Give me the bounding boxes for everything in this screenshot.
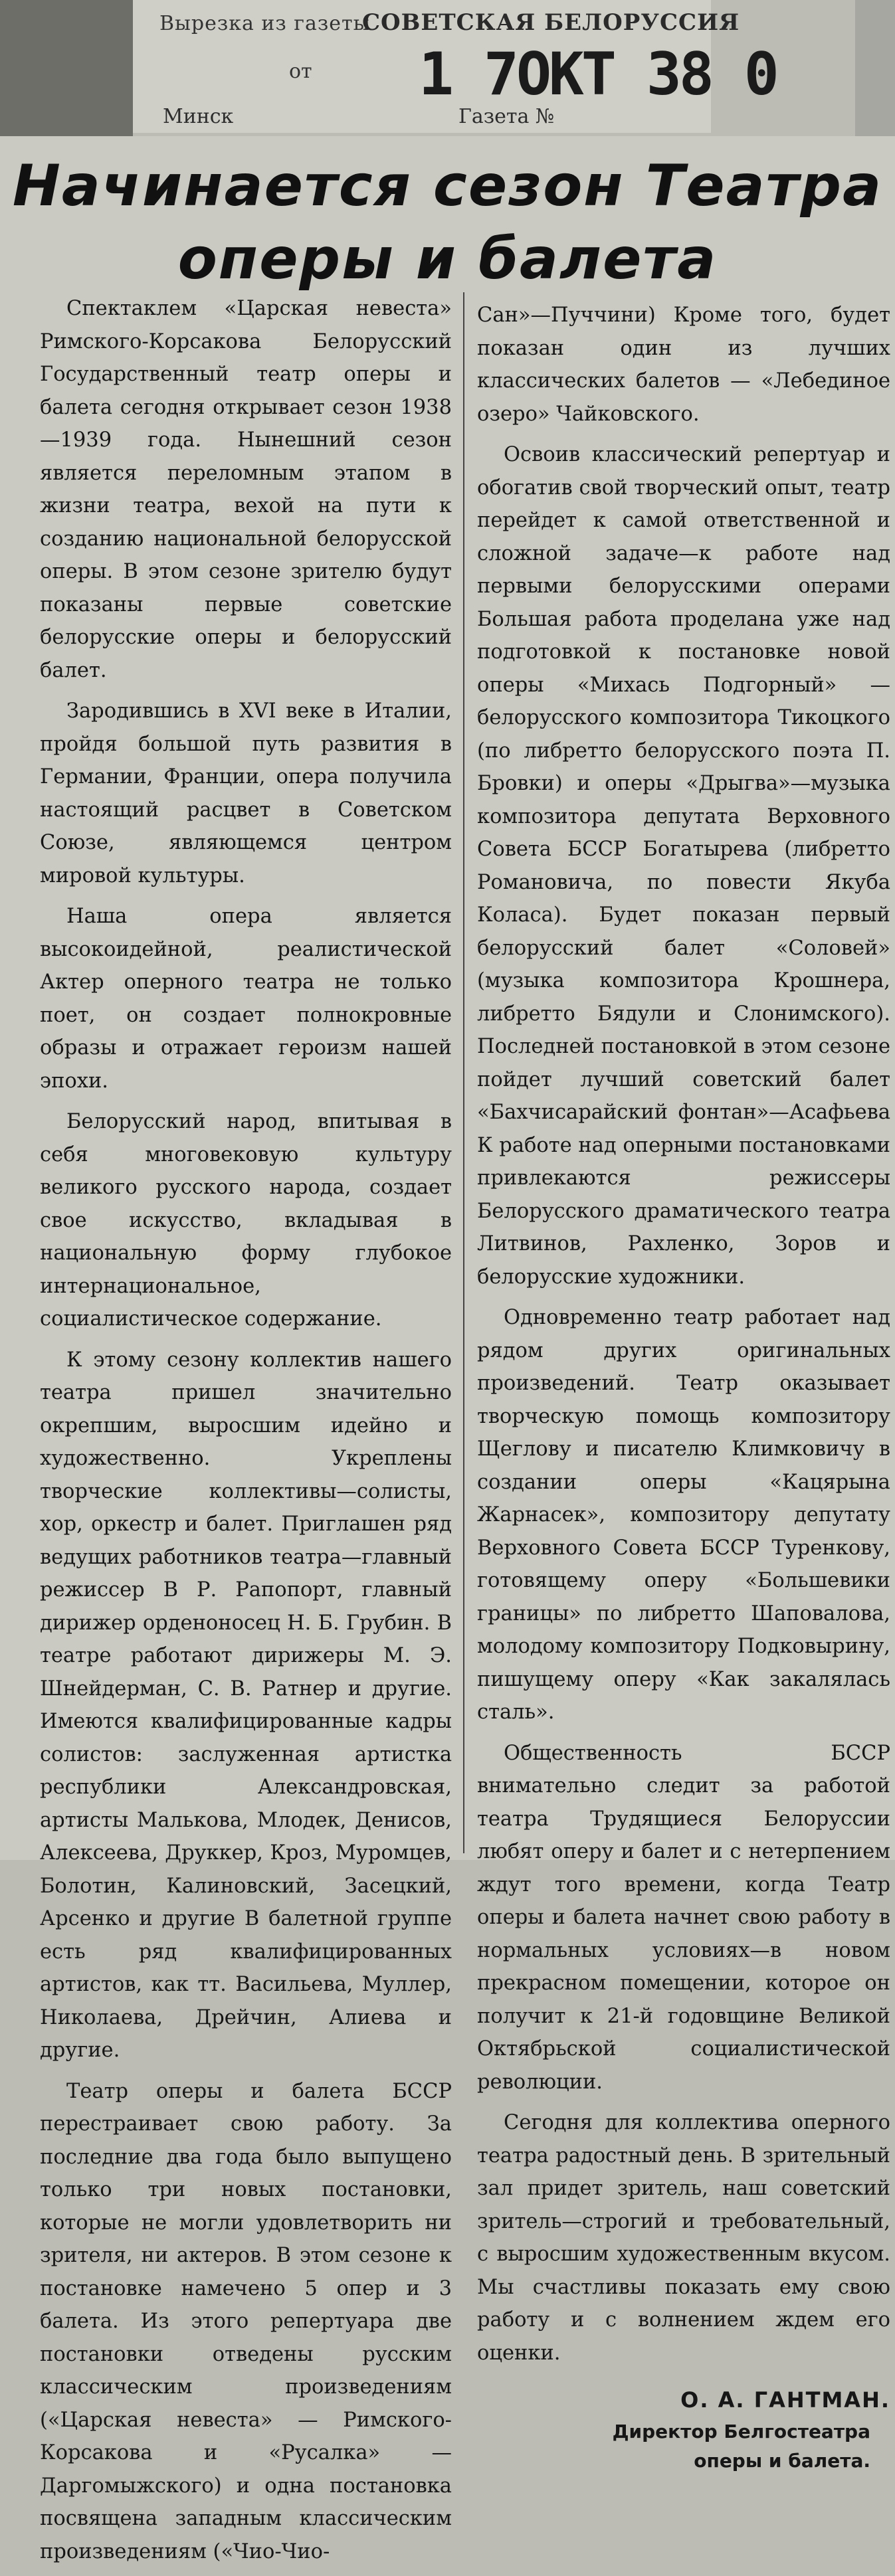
right-paragraph: Освоив классический репертуар и обогатив свой творческий опыт, театр перейдет к самой ответственной и сложной задаче—к работе над первыми белорусскими операми Большая работа проделана уже над подготовкой к постановке новой оперы «Михась Подгорный» — белорусского композитора Тикоцкого (по либретто белорусского поэта П. Бровки) и оперы «Дрыгва»—музыка композитора депутата Верховного Совета БССР Богатырева (либретто Романовича, по повести Якуба Коласа). Будет показан первый белорусский балет «Соловей» (музыка композитора Крошнера, либретто Бядули и Слонимского). Последней постановкой в этом сезоне пойдет лучший советский балет «Бахчисарайский фонтан»—Асафьева К работе над оперными постановками привлекаются режиссеры Белорусского драматического театра Литвинов, Рахленко, Зоров и белорусские художники.	[477, 443, 890, 1289]
clipping-label: Вырезка из газеты	[159, 12, 370, 35]
left-paragraph: Наша опера является высокоидейной, реалистической Актер оперного театра не только поет, он создает полнокровные образы и отражает героизм нашей эпохи.	[40, 905, 452, 1093]
right-column	[477, 299, 890, 2476]
left-column	[40, 292, 452, 2576]
from-label: от	[289, 60, 312, 83]
city-label: Минск	[163, 105, 234, 128]
left-paragraph: Белорусский народ, впитывая в себя многовековую культуру великого русского народа, создает свое искусство, вкладывая в национальную форму глубокое интернациональное, социалистическое содержание.	[40, 1110, 452, 1331]
newspaper-name: СОВЕТСКАЯ БЕЛОРУССИЯ	[362, 9, 740, 36]
left-paragraph: Спектаклем «Царская невеста» Римского-Корсакова Белорусский Государственный театр оперы и балета сегодня открывает сезон 1938—1939 года. Нынешний сезон является переломным этапом в жизни театра, вехой на пути к созданию национальной белорусской оперы. В этом сезоне зрителю будут показаны первые советские белорусские оперы и белорусский балет.	[40, 297, 452, 682]
author-title-line-1: Директор Белгостеатра	[612, 2420, 870, 2442]
right-paragraph: Общественность БССР внимательно следит за работой театра Трудящиеся Белоруссии любят оперу и балет и с нетерпением ждут того времени, когда Театр оперы и балета начнет свою работу в нормальных условиях—в новом прекрасном помещении, которое он получит к 21-й годовщине Великой Октябрьской социалистической революции.	[477, 1741, 890, 2094]
author-signature: О. А. ГАНТМАН.	[680, 2387, 890, 2413]
column-divider	[463, 292, 464, 1853]
gazeta-label: Газета №	[458, 105, 555, 128]
left-paragraph: Театр оперы и балета БССР перестраивает свою работу. За последние два года было выпущено только три новых постановки, которые не могли удовлетворить ни зрителя, ни актеров. В этом сезоне к постановке намечено 5 опер и 3 балета. Из этого репертуара две постановки отведены русским классическим произведениям («Царская невеста» — Римского-Корсакова и «Русалка» — Даргомыжского) и одна постановка посвящена западным классическим произведениям («Чио-Чио-	[40, 2079, 452, 2563]
left-paragraph: Зародившись в XVI веке в Италии, пройдя большой путь развития в Германии, Франции, опера получила настоящий расцвет в Советском Союзе, являющемся центром мировой культуры.	[40, 699, 452, 887]
right-paragraph: Сегодня для коллектива оперного театра радостный день. В зрительный зал придет зритель, наш советский зритель—строгий и требовательный, с выросшим художественным вкусом. Мы счастливы показать ему свою работу и с волнением ждем его оценки.	[477, 2111, 890, 2365]
headline-line-2: оперы и балета	[177, 226, 718, 292]
right-paragraph: Сан»—Пуччини) Кроме того, будет показан один из лучших классических балетов — «Лебединое озеро» Чайковского.	[477, 304, 890, 426]
date-stamp: 1 7ОКТ 38 0	[419, 40, 777, 108]
headline-line-1: Начинается сезон Театра	[12, 153, 883, 219]
left-paragraph: К этому сезону коллектив нашего театра пришел значительно окрепшим, выросшим идейно и художественно. Укреплены творческие коллективы—солисты, хор, оркестр и балет. Приглашен ряд ведущих работников театра—главный режиссер В Р. Рапопорт, главный дирижер орденоносец Н. Б. Грубин. В театре работают дирижеры М. Э. Шнейдерман, С. В. Ратнер и другие. Имеются квалифицированные кадры солистов: заслуженная артистка республики Александровская, артисты Малькова, Млодек, Денисов, Алексеева, Друккер, Кроз, Муромцев, Болотин, Калиновский, Засецкий, Арсенко и другие В балетной группе есть ряд квалифицированных артистов, как тт. Васильева, Муллер, Николаева, Дрейчин, Алиева и другие.	[40, 1348, 452, 2062]
right-paragraph: Одновременно театр работает над рядом других оригинальных произведений. Театр оказывает творческую помощь композитору Щеглову и писателю Климковичу в создании оперы «Кацярына Жарнасек», композитору депутату Верховного Совета БССР Туренкову, готовящему оперу «Большевики границы» по либретто Шаповалова, молодому композитору Подковырину, пишущему оперу «Как закалялась сталь».	[477, 1306, 890, 1724]
author-title-line-2: оперы и балета.	[694, 2449, 870, 2472]
